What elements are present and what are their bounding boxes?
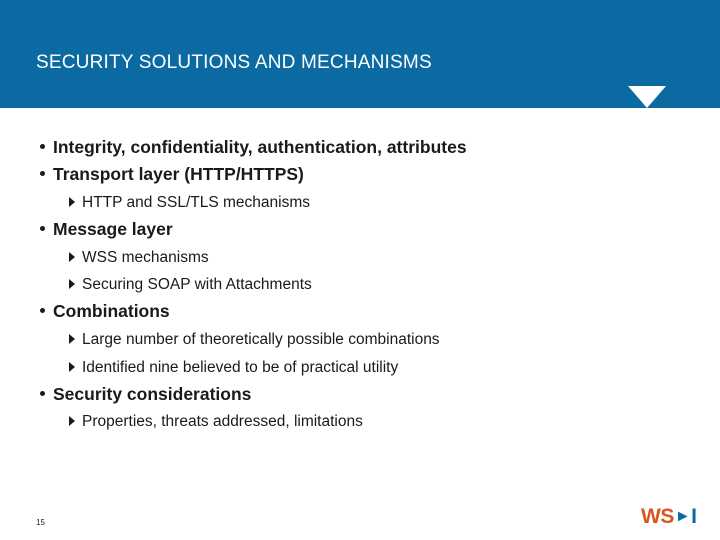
bullet-dot-icon xyxy=(40,144,45,149)
bullet-text: Message layer xyxy=(53,219,173,239)
arrow-right-icon xyxy=(69,416,75,426)
arrow-right-icon xyxy=(69,252,75,262)
logo-part2: I xyxy=(691,505,697,528)
sub-bullet-item xyxy=(69,194,310,212)
arrow-right-icon xyxy=(69,334,75,344)
bullet-text: Combinations xyxy=(53,301,170,321)
bullet-item xyxy=(40,384,251,405)
slide-header xyxy=(0,0,720,108)
sub-bullet-item xyxy=(69,359,398,377)
triangle-marker-icon xyxy=(628,86,666,108)
wsi-logo xyxy=(641,505,697,529)
sub-bullet-text: WSS mechanisms xyxy=(82,249,209,266)
bullet-dot-icon xyxy=(40,226,45,231)
bullet-item xyxy=(40,164,304,185)
sub-bullet-item xyxy=(69,249,209,267)
sub-bullet-text: Identified nine believed to be of practical utility xyxy=(82,359,399,376)
sub-bullet-text: Securing SOAP with Attachments xyxy=(82,276,312,293)
slide-title: SECURITY SOLUTIONS AND MECHANISMS xyxy=(36,52,432,73)
bullet-text: Security considerations xyxy=(53,384,252,404)
sub-bullet-item xyxy=(69,276,312,294)
arrow-right-icon xyxy=(69,279,75,289)
bullet-dot-icon xyxy=(40,171,45,176)
arrow-right-icon xyxy=(69,362,75,372)
bullet-dot-icon xyxy=(40,391,45,396)
sub-bullet-item xyxy=(69,331,440,349)
bullet-text: Transport layer (HTTP/HTTPS) xyxy=(53,164,304,184)
sub-bullet-item xyxy=(69,413,363,431)
page-number: 15 xyxy=(36,518,45,527)
arrow-right-icon xyxy=(69,197,75,207)
sub-bullet-text: Large number of theoretically possible combinations xyxy=(82,331,440,348)
logo-part1: WS xyxy=(641,505,674,528)
bullet-item xyxy=(40,301,170,322)
bullet-item xyxy=(40,219,173,240)
sub-bullet-text: Properties, threats addressed, limitations xyxy=(82,413,363,430)
bullet-dot-icon xyxy=(40,308,45,313)
sub-bullet-text: HTTP and SSL/TLS mechanisms xyxy=(82,194,310,211)
logo-separator: ► xyxy=(674,508,691,525)
bullet-item xyxy=(40,137,467,158)
bullet-text: Integrity, confidentiality, authentication, attributes xyxy=(53,137,467,157)
